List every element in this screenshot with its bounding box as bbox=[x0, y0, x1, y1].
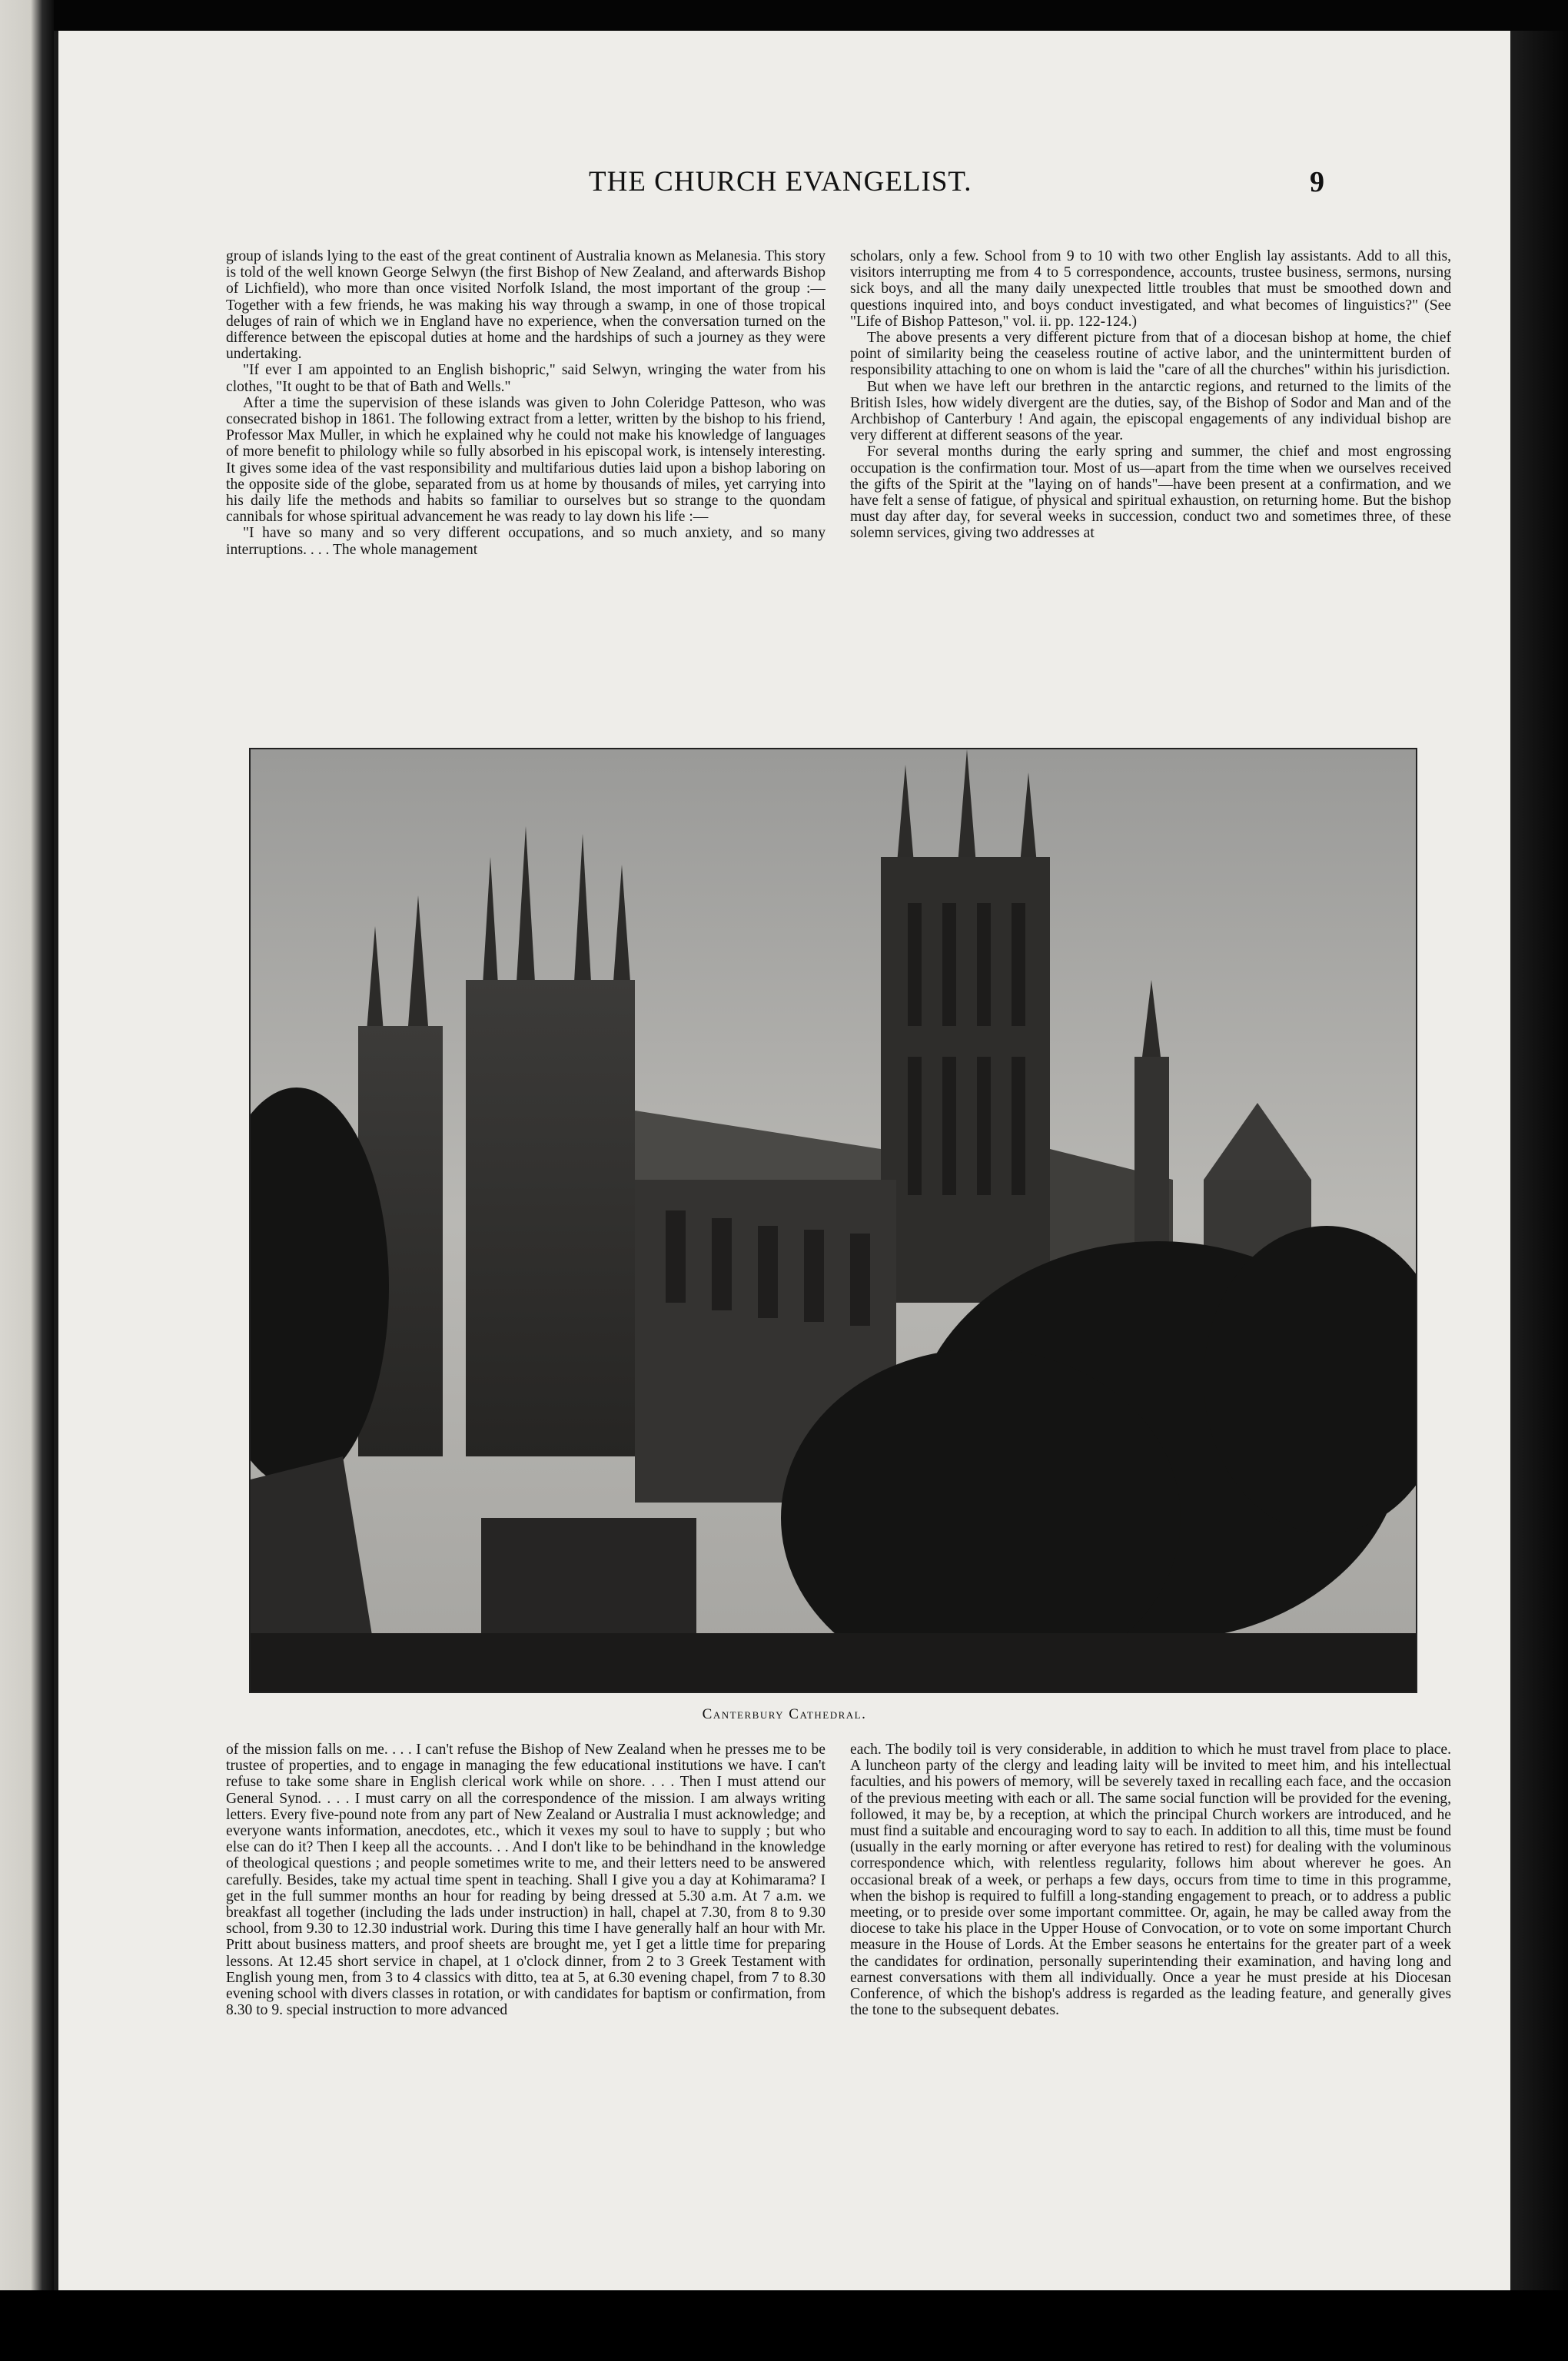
document-page bbox=[54, 31, 1510, 2290]
cathedral-illustration bbox=[251, 749, 1416, 1692]
paragraph: each. The bodily toil is very considerable, in addition to which he must travel from place to place. A luncheon party of the clergy and leading laity will be invited to meet him, and his intellectual faculties, and his powers of memory, will be severely taxed in recalling each face, and the occasion of the previous meeting with each or all. The same social function will be provided for the evening, followed, it may be, by a reception, at which the principal Church workers are introduced, and he must find a suitable and encouraging word to say to each. In addition to all this, time must be found (usually in the early morning or after everyone has retired to rest) for dealing with the voluminous correspondence which, with relentless regularity, follows him about wherever he goes. An occasional break of a week, or perhaps a few days, occurs from time to time in this programme, when the bishop is required to fulfill a long-standing engagement to preach, or to address a public meeting, or to preside over some important committee. Or, again, he may be called away from the diocese to take his place in the Upper House of Convocation, or to vote on some important Church measure in the House of Lords. At the Ember seasons he entertains for the greater part of a week the candidates for ordination, personally superintending their examination, and having long and earnest conversations with them all individually. Once a year he must preside at his Diocesan Conference, of which the bishop's address is regarded as the leading feature, and generally gives the tone to the subsequent debates. bbox=[850, 1742, 1451, 2019]
column-bottom-left bbox=[226, 1742, 826, 2218]
cathedral-photograph bbox=[249, 748, 1417, 1693]
page-number: 9 bbox=[1310, 166, 1324, 198]
paragraph: The above presents a very different picture from that of a diocesan bishop at home, the chief point of similarity being the ceaseless routine of active labor, and the unintermittent burden of responsibility attaching to one on whom is laid the "care of all the churches" within his jurisdiction. bbox=[850, 330, 1451, 379]
running-head bbox=[58, 165, 1510, 211]
paragraph: But when we have left our brethren in the antarctic regions, and returned to the limits of the British Isles, how widely divergent are the duties, say, of the Bishop of Sodor and Man and of the Archbishop of Canterbury ! And again, the episcopal engagements of any individual bishop are very different at different seasons of the year. bbox=[850, 378, 1451, 444]
paragraph: "I have so many and so very different occupations, and so much anxiety, and so many interruptions. . . . The whole management bbox=[226, 525, 826, 558]
figure-caption: Canterbury Cathedral. bbox=[702, 1706, 867, 1722]
paragraph: For several months during the early spring and summer, the chief and most engrossing occupation is the confirmation tour. Most of us—apart from the time when we ourselves received the gifts of the Spirit at the "laying on of hands"—have been present at a confirmation, and we have felt a sense of fatigue, of physical and spiritual exhaustion, on returning home. But the bishop must day after day, for several weeks in succession, conduct two and sometimes three, of these solemn services, giving two addresses at bbox=[850, 443, 1451, 542]
scan-bottom-strip bbox=[0, 2290, 1568, 2361]
paragraph: group of islands lying to the east of the great continent of Australia known as Melanesia. This story is told of the well known George Selwyn (the first Bishop of New Zealand, and afterwards Bishop of Lichfield), who more than once visited Norfolk Island, the most important of the group :—Together with a few friends, he was making his way through a swamp, in one of those tropical deluges of rain of which we in England have no experience, when the conversation turned on the difference between the episcopal duties at home and the hardships of such a journey as they were undertaking. bbox=[226, 248, 826, 363]
column-top-left bbox=[226, 248, 826, 737]
paragraph: "If ever I am appointed to an English bishopric," said Selwyn, wringing the water from his clothes, "It ought to be that of Bath and Wells." bbox=[226, 362, 826, 395]
scan-shadow-right bbox=[1510, 31, 1568, 2290]
column-top-right bbox=[850, 248, 1451, 737]
journal-title: THE CHURCH EVANGELIST. bbox=[589, 166, 972, 198]
column-bottom-right bbox=[850, 1742, 1451, 2218]
scan-edge-left bbox=[0, 0, 54, 2290]
paragraph: scholars, only a few. School from 9 to 10 with two other English lay assistants. Add to all this, visitors interrupting me from 4 to 5 correspondence, accounts, trustee business, sermons, nursing sick boys, and all the many daily unexpected little troubles that must be smoothed down and questions inquired into, and boys conduct investigated, and what becomes of linguistics?" (See "Life of Bishop Patteson," vol. ii. pp. 122-124.) bbox=[850, 248, 1451, 330]
paragraph: After a time the supervision of these islands was given to John Coleridge Patteson, who was consecrated bishop in 1861. The following extract from a letter, written by the bishop to his friend, Professor Max Muller, in which he explained why he could not make his knowledge of languages of more benefit to philology while so fully absorbed in his episcopal work, is intensely interesting. It gives some idea of the vast responsibility and multifarious duties laid upon a bishop laboring on the opposite side of the globe, separated from us at home by thousands of miles, yet carrying into his daily life the methods and habits so familiar to ourselves but so strange to the quondam cannibals for whose spiritual advancement he was ready to lay down his life :— bbox=[226, 394, 826, 526]
paragraph: of the mission falls on me. . . . I can't refuse the Bishop of New Zealand when he presses me to be trustee of properties, and to engage in managing the few educational institutions we have. I can't refuse to take some share in English clerical work while on shore. . . . Then I must attend our General Synod. . . . I must carry on all the correspondence of the mission. I am always writing letters. Every five-pound note from any part of New Zealand or Australia I must acknowledge; and everyone wants information, anecdotes, etc., which it vexes my soul to have to supply ; but who else can do it? Then I keep all the accounts. . . And I don't like to be behindhand in the knowledge of theological questions ; and people sometimes write to me, and their letters need to be answered carefully. Besides, take my actual time spent in teaching. Shall I give you a day at Kohimarama? I get in the full summer months an hour for reading by being dressed at 5.30 a.m. At 7 a.m. we breakfast all together (including the lads under instruction) in hall, chapel at 7.30, from 8 to 9.30 school, from 9.30 to 12.30 industrial work. During this time I have generally half an hour with Mr. Pritt about business matters, and proof sheets are brought me, yet I get a little time for preparing lessons. At 12.45 short service in chapel, at 1 o'clock dinner, from 2 to 3 Greek Testament with English young men, from 3 to 4 classics with ditto, tea at 5, at 6.30 evening chapel, from 7 to 8.30 evening school with divers classes in rotation, or with candidates for baptism or confirmation, from 8.30 to 9. special instruction to more advanced bbox=[226, 1742, 826, 2019]
